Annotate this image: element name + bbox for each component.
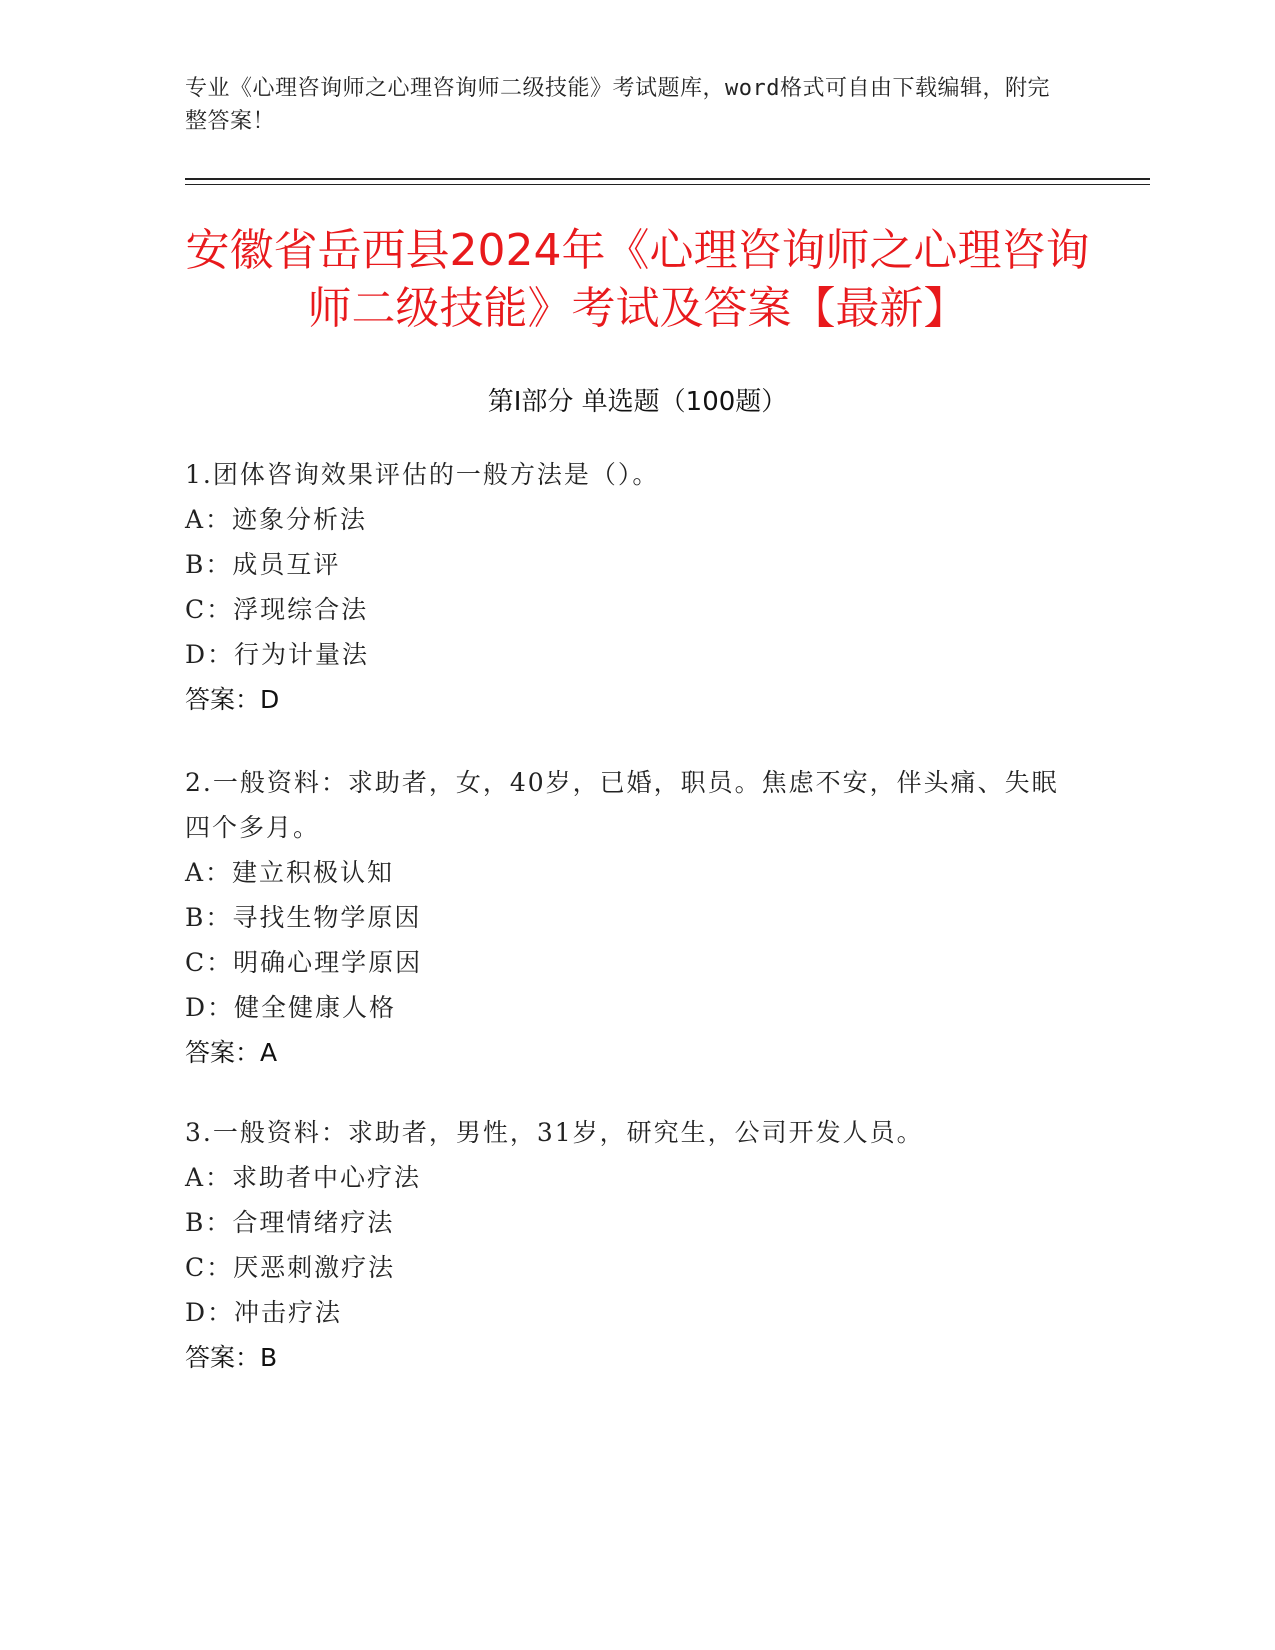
option-d: D：行为计量法 xyxy=(185,640,370,669)
document-title: 安徽省岳西县2024年《心理咨询师之心理咨询师二级技能》考试及答案【最新】 xyxy=(185,225,1090,334)
header-divider-thin xyxy=(185,184,1150,185)
option-c: C：浮现综合法 xyxy=(185,595,369,624)
option-a: A：建立积极认知 xyxy=(185,858,395,887)
answer: 答案：D xyxy=(185,685,280,714)
question-stem: 2.一般资料：求助者，女，40岁，已婚，职员。焦虑不安，伴头痛、失眠四个多月。 xyxy=(185,768,1059,842)
option-a: A：求助者中心疗法 xyxy=(185,1163,422,1192)
header-divider xyxy=(185,178,1150,180)
question-3 xyxy=(185,1110,1065,1380)
option-c: C：明确心理学原因 xyxy=(185,948,423,977)
answer: 答案：A xyxy=(185,1038,278,1067)
question-2 xyxy=(185,760,1065,1075)
header-note: 专业《心理咨询师之心理咨询师二级技能》考试题库，word格式可自由下载编辑，附完整答案！ xyxy=(185,76,1050,134)
section-heading: 第Ⅰ部分 单选题（100题） xyxy=(487,387,788,417)
question-1 xyxy=(185,452,1065,722)
option-d: D：健全健康人格 xyxy=(185,993,397,1022)
option-b: B：寻找生物学原因 xyxy=(185,903,422,932)
option-c: C：厌恶刺激疗法 xyxy=(185,1253,396,1282)
option-a: A：迹象分析法 xyxy=(185,505,368,534)
question-stem: 1.团体咨询效果评估的一般方法是（）。 xyxy=(185,460,660,489)
option-b: B：成员互评 xyxy=(185,550,341,579)
option-b: B：合理情绪疗法 xyxy=(185,1208,395,1237)
question-stem: 3.一般资料：求助者，男性，31岁，研究生，公司开发人员。 xyxy=(185,1118,924,1147)
option-d: D：冲击疗法 xyxy=(185,1298,343,1327)
answer: 答案：B xyxy=(185,1343,278,1372)
